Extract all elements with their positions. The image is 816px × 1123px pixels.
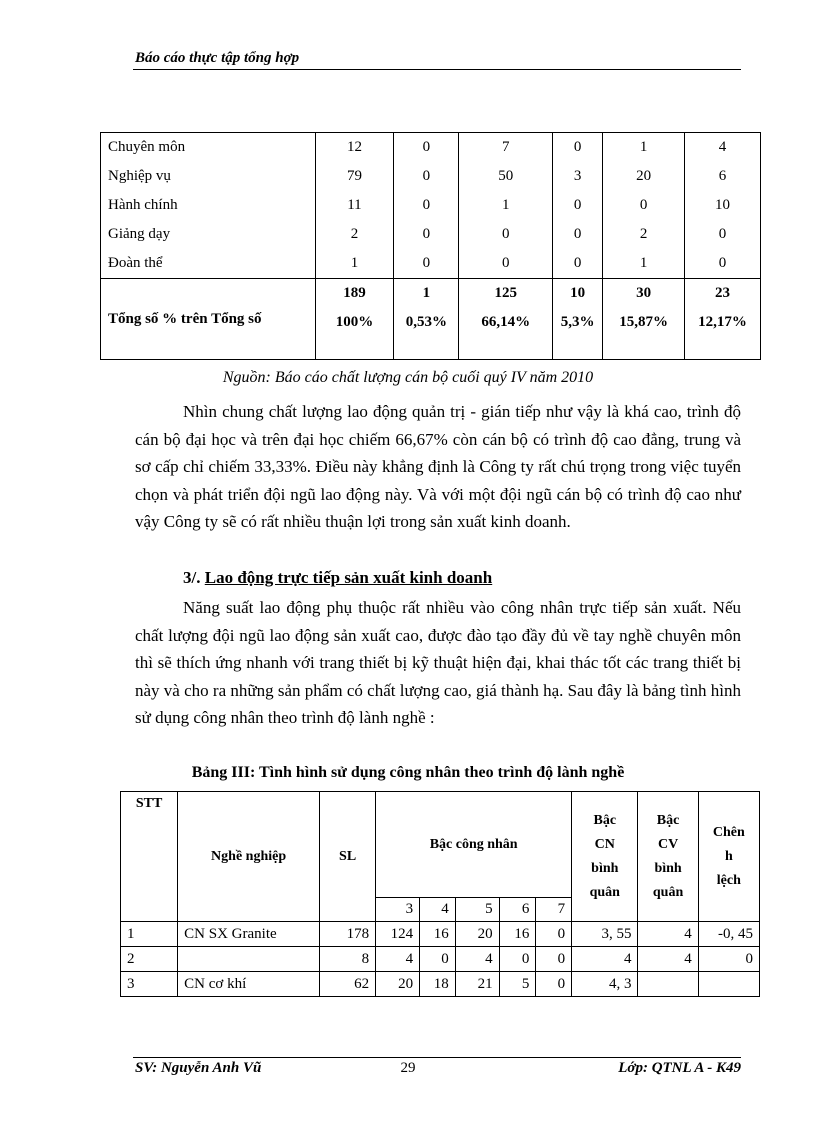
row-stt: 2 [121, 947, 178, 972]
total-percent: 66,14% [481, 314, 531, 330]
total-percent: 100% [335, 314, 374, 330]
col-cn-header: Bậc CN bình quân [572, 792, 638, 922]
row-diff: -0, 45 [698, 922, 759, 947]
row-stt: 3 [121, 972, 178, 997]
table-row [121, 922, 760, 947]
table-cell: 0 [394, 220, 459, 249]
table-cell: 11 [315, 191, 394, 220]
paragraph-1: Nhìn chung chất lượng lao động quản trị - gián tiếp như vậy là khá cao, trình độ cán bộ đại học và trên đại học chiếm 66,67% còn cán bộ có trình độ cao đẳng, trung và sơ cấp chỉ chiếm 33,33%. Điều này khẳng định là Công ty rất chú trọng trong việc tuyển chọn và phát triển đội ngũ lao động này. Và với một đội ngũ cán bộ có trình độ cao như vậy Công ty sẽ có rất nhiều thuận lợi trong sản xuất kinh doanh. [135, 402, 741, 532]
col-sl-header: SL [320, 792, 376, 922]
table-cell: 0 [553, 249, 603, 279]
footer-rule [133, 1057, 741, 1058]
row-diff [698, 972, 759, 997]
row-cv [638, 972, 698, 997]
row-sl: 62 [320, 972, 376, 997]
total-count: 189 [343, 285, 366, 301]
row-cn: 3, 55 [572, 922, 638, 947]
row-level: 18 [420, 972, 456, 997]
level-header: 4 [420, 898, 456, 922]
total-cell [553, 279, 603, 360]
table-cell: 0 [394, 191, 459, 220]
row-label: Đoàn thể [101, 249, 316, 279]
row-cn: 4 [572, 947, 638, 972]
total-cell [603, 279, 685, 360]
row-diff: 0 [698, 947, 759, 972]
table-row [101, 249, 761, 279]
row-occupation [178, 947, 320, 972]
row-occupation: CN SX Granite [178, 922, 320, 947]
table-cell: 2 [603, 220, 685, 249]
total-cell [685, 279, 761, 360]
total-count: 10 [570, 285, 586, 301]
table-cell: 0 [685, 220, 761, 249]
row-cn: 4, 3 [572, 972, 638, 997]
header-rule [133, 69, 741, 70]
table-row [121, 947, 760, 972]
total-count: 23 [715, 285, 730, 301]
row-label: Giảng dạy [101, 220, 316, 249]
table-cell: 1 [315, 249, 394, 279]
table-cell: 4 [685, 133, 761, 163]
row-level: 124 [376, 922, 420, 947]
row-sl: 8 [320, 947, 376, 972]
row-level: 4 [455, 947, 499, 972]
source-note: Nguồn: Báo cáo chất lượng cán bộ cuối quý IV năm 2010 [222, 369, 594, 386]
row-cv: 4 [638, 922, 698, 947]
row-level: 16 [499, 922, 536, 947]
footer-student: SV: Nguyễn Anh Vũ [135, 1060, 262, 1076]
staff-quality-table [100, 132, 761, 360]
table-cell: 1 [603, 249, 685, 279]
row-level: 0 [536, 922, 572, 947]
row-level: 0 [536, 972, 572, 997]
total-percent: 5,3% [560, 314, 595, 330]
level-header: 5 [455, 898, 499, 922]
level-header: 7 [536, 898, 572, 922]
table-cell: 0 [459, 249, 553, 279]
table-cell: 1 [459, 191, 553, 220]
total-count: 30 [636, 285, 652, 301]
table-cell: 79 [315, 162, 394, 191]
row-label: Nghiệp vụ [101, 162, 316, 191]
row-level: 20 [455, 922, 499, 947]
footer-class: Lớp: QTNL A - K49 [618, 1060, 741, 1076]
page-header-title: Báo cáo thực tập tổng hợp [135, 50, 300, 66]
row-level: 0 [420, 947, 456, 972]
footer-page-number: 29 [400, 1060, 416, 1076]
row-cv: 4 [638, 947, 698, 972]
table-cell: 0 [553, 191, 603, 220]
table-cell: 6 [685, 162, 761, 191]
table-cell: 0 [685, 249, 761, 279]
total-cell [315, 279, 394, 360]
table-row [101, 191, 761, 220]
table-row [101, 220, 761, 249]
total-count: 1 [422, 285, 431, 301]
level-header: 3 [376, 898, 420, 922]
row-level: 16 [420, 922, 456, 947]
table-cell: 3 [553, 162, 603, 191]
section-heading [183, 568, 492, 588]
table-row [101, 133, 761, 163]
table-cell: 12 [315, 133, 394, 163]
table-cell: 0 [394, 249, 459, 279]
table-cell: 10 [685, 191, 761, 220]
col-occupation-header: Nghề nghiệp [178, 792, 320, 922]
total-percent: 15,87% [619, 314, 668, 330]
table-cell: 0 [553, 133, 603, 163]
col-grade-header: Bậc công nhân [376, 792, 572, 898]
table-cell: 7 [459, 133, 553, 163]
total-cell [459, 279, 553, 360]
row-level: 21 [455, 972, 499, 997]
table-row [101, 162, 761, 191]
table-cell: 50 [459, 162, 553, 191]
total-count: 125 [494, 285, 517, 301]
table-cell: 20 [603, 162, 685, 191]
table-caption: Bảng III: Tình hình sử dụng công nhân theo trình độ lành nghề [191, 764, 625, 781]
total-label: Tổng số % trên Tổng số [101, 279, 316, 360]
table-cell: 0 [603, 191, 685, 220]
section-number: 3/. [183, 568, 201, 587]
total-cell [394, 279, 459, 360]
table-cell: 0 [459, 220, 553, 249]
total-percent: 0,53% [405, 314, 447, 330]
row-label: Chuyên môn [101, 133, 316, 163]
table-cell: 0 [394, 162, 459, 191]
col-diff-header: Chên h lệch [698, 792, 759, 922]
table-cell: 1 [603, 133, 685, 163]
level-header: 6 [499, 898, 536, 922]
table-row [121, 972, 760, 997]
table-cell: 0 [394, 133, 459, 163]
col-cv-header: Bậc CV bình quân [638, 792, 698, 922]
row-level: 5 [499, 972, 536, 997]
worker-skill-table [120, 791, 760, 997]
row-level: 4 [376, 947, 420, 972]
row-stt: 1 [121, 922, 178, 947]
row-level: 20 [376, 972, 420, 997]
col-stt-header: STT [121, 792, 178, 922]
row-level: 0 [536, 947, 572, 972]
total-percent: 12,17% [698, 314, 747, 330]
section-title: Lao động trực tiếp sản xuất kinh doanh [204, 568, 493, 587]
row-occupation: CN cơ khí [178, 972, 320, 997]
table-cell: 0 [553, 220, 603, 249]
total-row [101, 279, 761, 360]
row-level: 0 [499, 947, 536, 972]
table-cell: 2 [315, 220, 394, 249]
paragraph-2: Năng suất lao động phụ thuộc rất nhiều vào công nhân trực tiếp sản xuất. Nếu chất lượng đội ngũ lao động sản xuất cao, được đào tạo đầy đủ về tay nghề chuyên môn thì sẽ thích ứng nhanh với trang thiết bị kỹ thuật hiện đại, khai thác tốt các trang thiết bị này và cho ra những sản phẩm có chất lượng cao, giá thành hạ. Sau đây là bảng tình hình sử dụng công nhân theo trình độ lành nghề : [135, 598, 741, 728]
row-label: Hành chính [101, 191, 316, 220]
row-sl: 178 [320, 922, 376, 947]
